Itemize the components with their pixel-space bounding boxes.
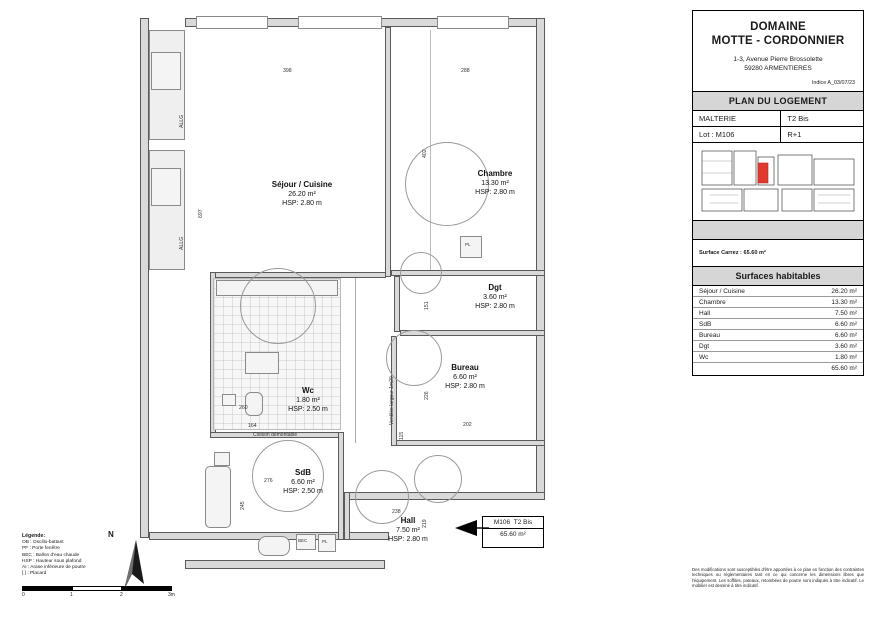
- dim-wc-164: 164: [248, 423, 257, 429]
- surface-area: 1.80 m²: [834, 353, 857, 361]
- bathtub: [205, 466, 231, 528]
- annotation-cloison: Cloison démontable: [253, 432, 298, 438]
- door-swing-entry: [414, 455, 462, 503]
- room-area-wc: 1.80 m²: [296, 396, 320, 404]
- surface-row: [693, 297, 863, 308]
- surface-area: 13.30 m²: [831, 298, 857, 306]
- kitchen-sink: [245, 352, 279, 374]
- surface-area: 3.60 m²: [834, 342, 857, 350]
- window-top-1: [196, 16, 268, 29]
- lot-callout-top: [483, 517, 543, 529]
- window-top-2: [298, 16, 382, 29]
- lot-number: Lot : M106: [693, 127, 781, 142]
- north-arrow: [104, 530, 152, 592]
- info-panel: [692, 10, 864, 376]
- surfaces-title: Surfaces habitables: [692, 267, 864, 286]
- dim-chambre-402: 402: [422, 149, 428, 158]
- label-pl-chambre: PL: [465, 242, 471, 247]
- callout-arrow: [455, 518, 489, 538]
- dim-left-697: 697: [198, 209, 204, 218]
- room-label-dgt: [450, 283, 540, 312]
- key-plan: [692, 143, 864, 221]
- scale-tick-0: 0: [22, 592, 25, 598]
- indice-label: Indice A_03/07/23: [811, 80, 855, 86]
- legend-line-1: PF : Porte fenêtre: [22, 546, 60, 552]
- north-label: N: [108, 530, 114, 539]
- surface-name: Séjour / Cuisine: [699, 287, 745, 295]
- surface-name: Wc: [699, 353, 709, 361]
- legend-line-5: [ ] : Placard: [22, 571, 47, 577]
- wall-left-upper: [140, 18, 149, 538]
- surface-carrez: Surface Carrez : 65.60 m²: [692, 240, 864, 267]
- lot-callout-lot: M106: [493, 519, 511, 526]
- washbasin: [258, 536, 290, 556]
- room-hsp-chambre: HSP: 2.80 m: [475, 189, 515, 196]
- partition-hall-left: [344, 492, 350, 540]
- label-allg-1: ALLG: [179, 114, 185, 128]
- label-bec: BEC: [298, 538, 308, 543]
- lot-callout-type: T2 Bis: [513, 519, 533, 526]
- legal-notes: Des modifications sont susceptibles d'être apportées à ce plan en fonction des contraintes techniques ou réglementaires tant en ce qui concerne les dimensions libres que l'équipement. Les soffites, poteaux, retombées de poutre sont indiqués à titre indicatif. Le mobilier est dessiné à titre indicatif.: [692, 567, 864, 589]
- room-hsp-hall: HSP: 2.80 m: [388, 536, 428, 543]
- room-area-hall: 7.50 m²: [396, 526, 420, 534]
- dim-hall-238: 238: [392, 509, 401, 515]
- legend-line-4: AI : Arase inférieure de poutre: [22, 565, 86, 571]
- surface-area: 6.60 m²: [834, 331, 857, 339]
- room-hsp-sejour: HSP: 2.80 m: [282, 200, 322, 207]
- surface-row: [693, 308, 863, 319]
- room-name-chambre: Chambre: [477, 169, 513, 178]
- surface-area: 7.50 m²: [834, 309, 857, 317]
- room-area-dgt: 3.60 m²: [483, 293, 507, 301]
- room-label-chambre: [440, 169, 550, 198]
- room-hsp-dgt: HSP: 2.80 m: [475, 303, 515, 310]
- dim-top-right: 288: [461, 68, 470, 74]
- room-hsp-bureau: HSP: 2.80 m: [445, 383, 485, 390]
- shower-tray: [214, 452, 230, 466]
- surface-name: Hall: [699, 309, 711, 317]
- project-title-line2: MOTTE - CORDONNIER: [711, 35, 845, 47]
- dim-sdb-276: 276: [264, 478, 273, 484]
- info-row-lot: [692, 127, 864, 143]
- room-label-sejour: [232, 180, 372, 209]
- apartment-type: T2 Bis: [787, 114, 809, 123]
- address-line-1: 1-3, Avenue Pierre Brossolette: [733, 56, 823, 63]
- room-name-sejour: Séjour / Cuisine: [271, 180, 333, 189]
- legend-line-0: OB : Oscillo-battant: [22, 540, 64, 546]
- surfaces-table: [692, 286, 864, 376]
- guide-line-1: [355, 278, 356, 443]
- partition-sejour-right: [385, 27, 391, 277]
- window-top-3: [437, 16, 509, 29]
- lot-callout: [482, 516, 544, 548]
- wc-toilet: [245, 392, 263, 416]
- wall-bottom: [185, 560, 385, 569]
- label-pl-bottom: PL: [322, 539, 328, 544]
- project-title-line1: DOMAINE: [750, 21, 806, 33]
- scale-seg-2: [72, 586, 122, 591]
- floor-level: R+1: [787, 130, 802, 139]
- partition-dgt-left: [394, 276, 400, 332]
- balcony-rail-top: [151, 52, 181, 90]
- plan-band-title: PLAN DU LOGEMENT: [692, 92, 864, 111]
- title-block: [692, 10, 864, 92]
- room-name-hall: Hall: [400, 516, 416, 525]
- dim-wc-260: 260: [239, 405, 248, 411]
- surface-area: 26.20 m²: [831, 287, 857, 295]
- room-label-hall: [368, 516, 448, 545]
- scale-tick-1: 1: [70, 592, 73, 598]
- dim-top-left: 398: [283, 68, 292, 74]
- room-label-bureau: [420, 363, 510, 392]
- surface-row: [693, 352, 863, 363]
- scale-seg-1: [22, 586, 72, 591]
- room-area-chambre: 13.30 m²: [481, 179, 509, 187]
- surface-row: [693, 286, 863, 297]
- surface-name: SdB: [699, 320, 712, 328]
- key-plan-diagram: [698, 149, 858, 215]
- room-label-wc: [268, 386, 348, 415]
- balcony-rail-bottom: [151, 168, 181, 206]
- lot-callout-area: 65.60 m²: [500, 531, 526, 538]
- separator-band: [692, 221, 864, 240]
- wc-basin: [222, 394, 236, 406]
- room-area-sdb: 6.60 m²: [291, 478, 315, 486]
- scale-tick-2: 2: [120, 592, 123, 598]
- address-line-2: 59280 ARMENTIERES: [744, 65, 812, 72]
- dim-hall-219: 219: [422, 519, 428, 528]
- closet-pl-chambre: [460, 236, 482, 258]
- room-area-bureau: 6.60 m²: [453, 373, 477, 381]
- room-name-sdb: SdB: [295, 468, 311, 477]
- surface-row: [693, 341, 863, 352]
- label-allg-2: ALLG: [179, 236, 185, 250]
- door-swing-sejour: [240, 268, 316, 344]
- dim-vert-115: 115: [399, 431, 405, 440]
- dim-sdb-245: 245: [240, 501, 246, 510]
- partition-bureau-bottom: [391, 440, 545, 446]
- surface-name: Bureau: [699, 331, 720, 339]
- legend-line-2: BEC : Ballon d'eau chaude: [22, 552, 80, 558]
- door-swing-dgt: [400, 252, 442, 294]
- scale-bar: [22, 586, 182, 600]
- room-name-dgt: Dgt: [488, 283, 502, 292]
- info-row-building: [692, 111, 864, 127]
- dim-bureau-202: 202: [463, 422, 472, 428]
- dim-bureau-226: 226: [424, 391, 430, 400]
- legend-line-3: HSP : Hauteur sous plafond: [22, 558, 82, 564]
- room-hsp-wc: HSP: 2.50 m: [288, 406, 328, 413]
- surface-row: [693, 330, 863, 341]
- room-hsp-sdb: HSP: 2.50 m: [283, 488, 323, 495]
- project-title: [693, 11, 863, 50]
- wall-right: [536, 18, 545, 498]
- room-name-wc: Wc: [302, 386, 314, 395]
- surface-name: Chambre: [699, 298, 726, 306]
- surface-area: 6.60 m²: [834, 320, 857, 328]
- room-area-sejour: 26.20 m²: [288, 190, 316, 198]
- legend-title: Légende:: [22, 533, 46, 539]
- annotation-ventilation: Ventilée largeur 1m20: [389, 376, 395, 425]
- dim-dgt-151: 151: [424, 301, 430, 310]
- surface-row: [693, 319, 863, 330]
- building-name: MALTERIE: [693, 111, 781, 126]
- scale-seg-3: [122, 586, 172, 591]
- surfaces-total: 65.60 m²: [831, 364, 857, 372]
- scale-tick-3: 3m: [168, 592, 175, 598]
- surface-name: Dgt: [699, 342, 710, 350]
- room-name-bureau: Bureau: [451, 363, 479, 372]
- project-address: [693, 50, 863, 73]
